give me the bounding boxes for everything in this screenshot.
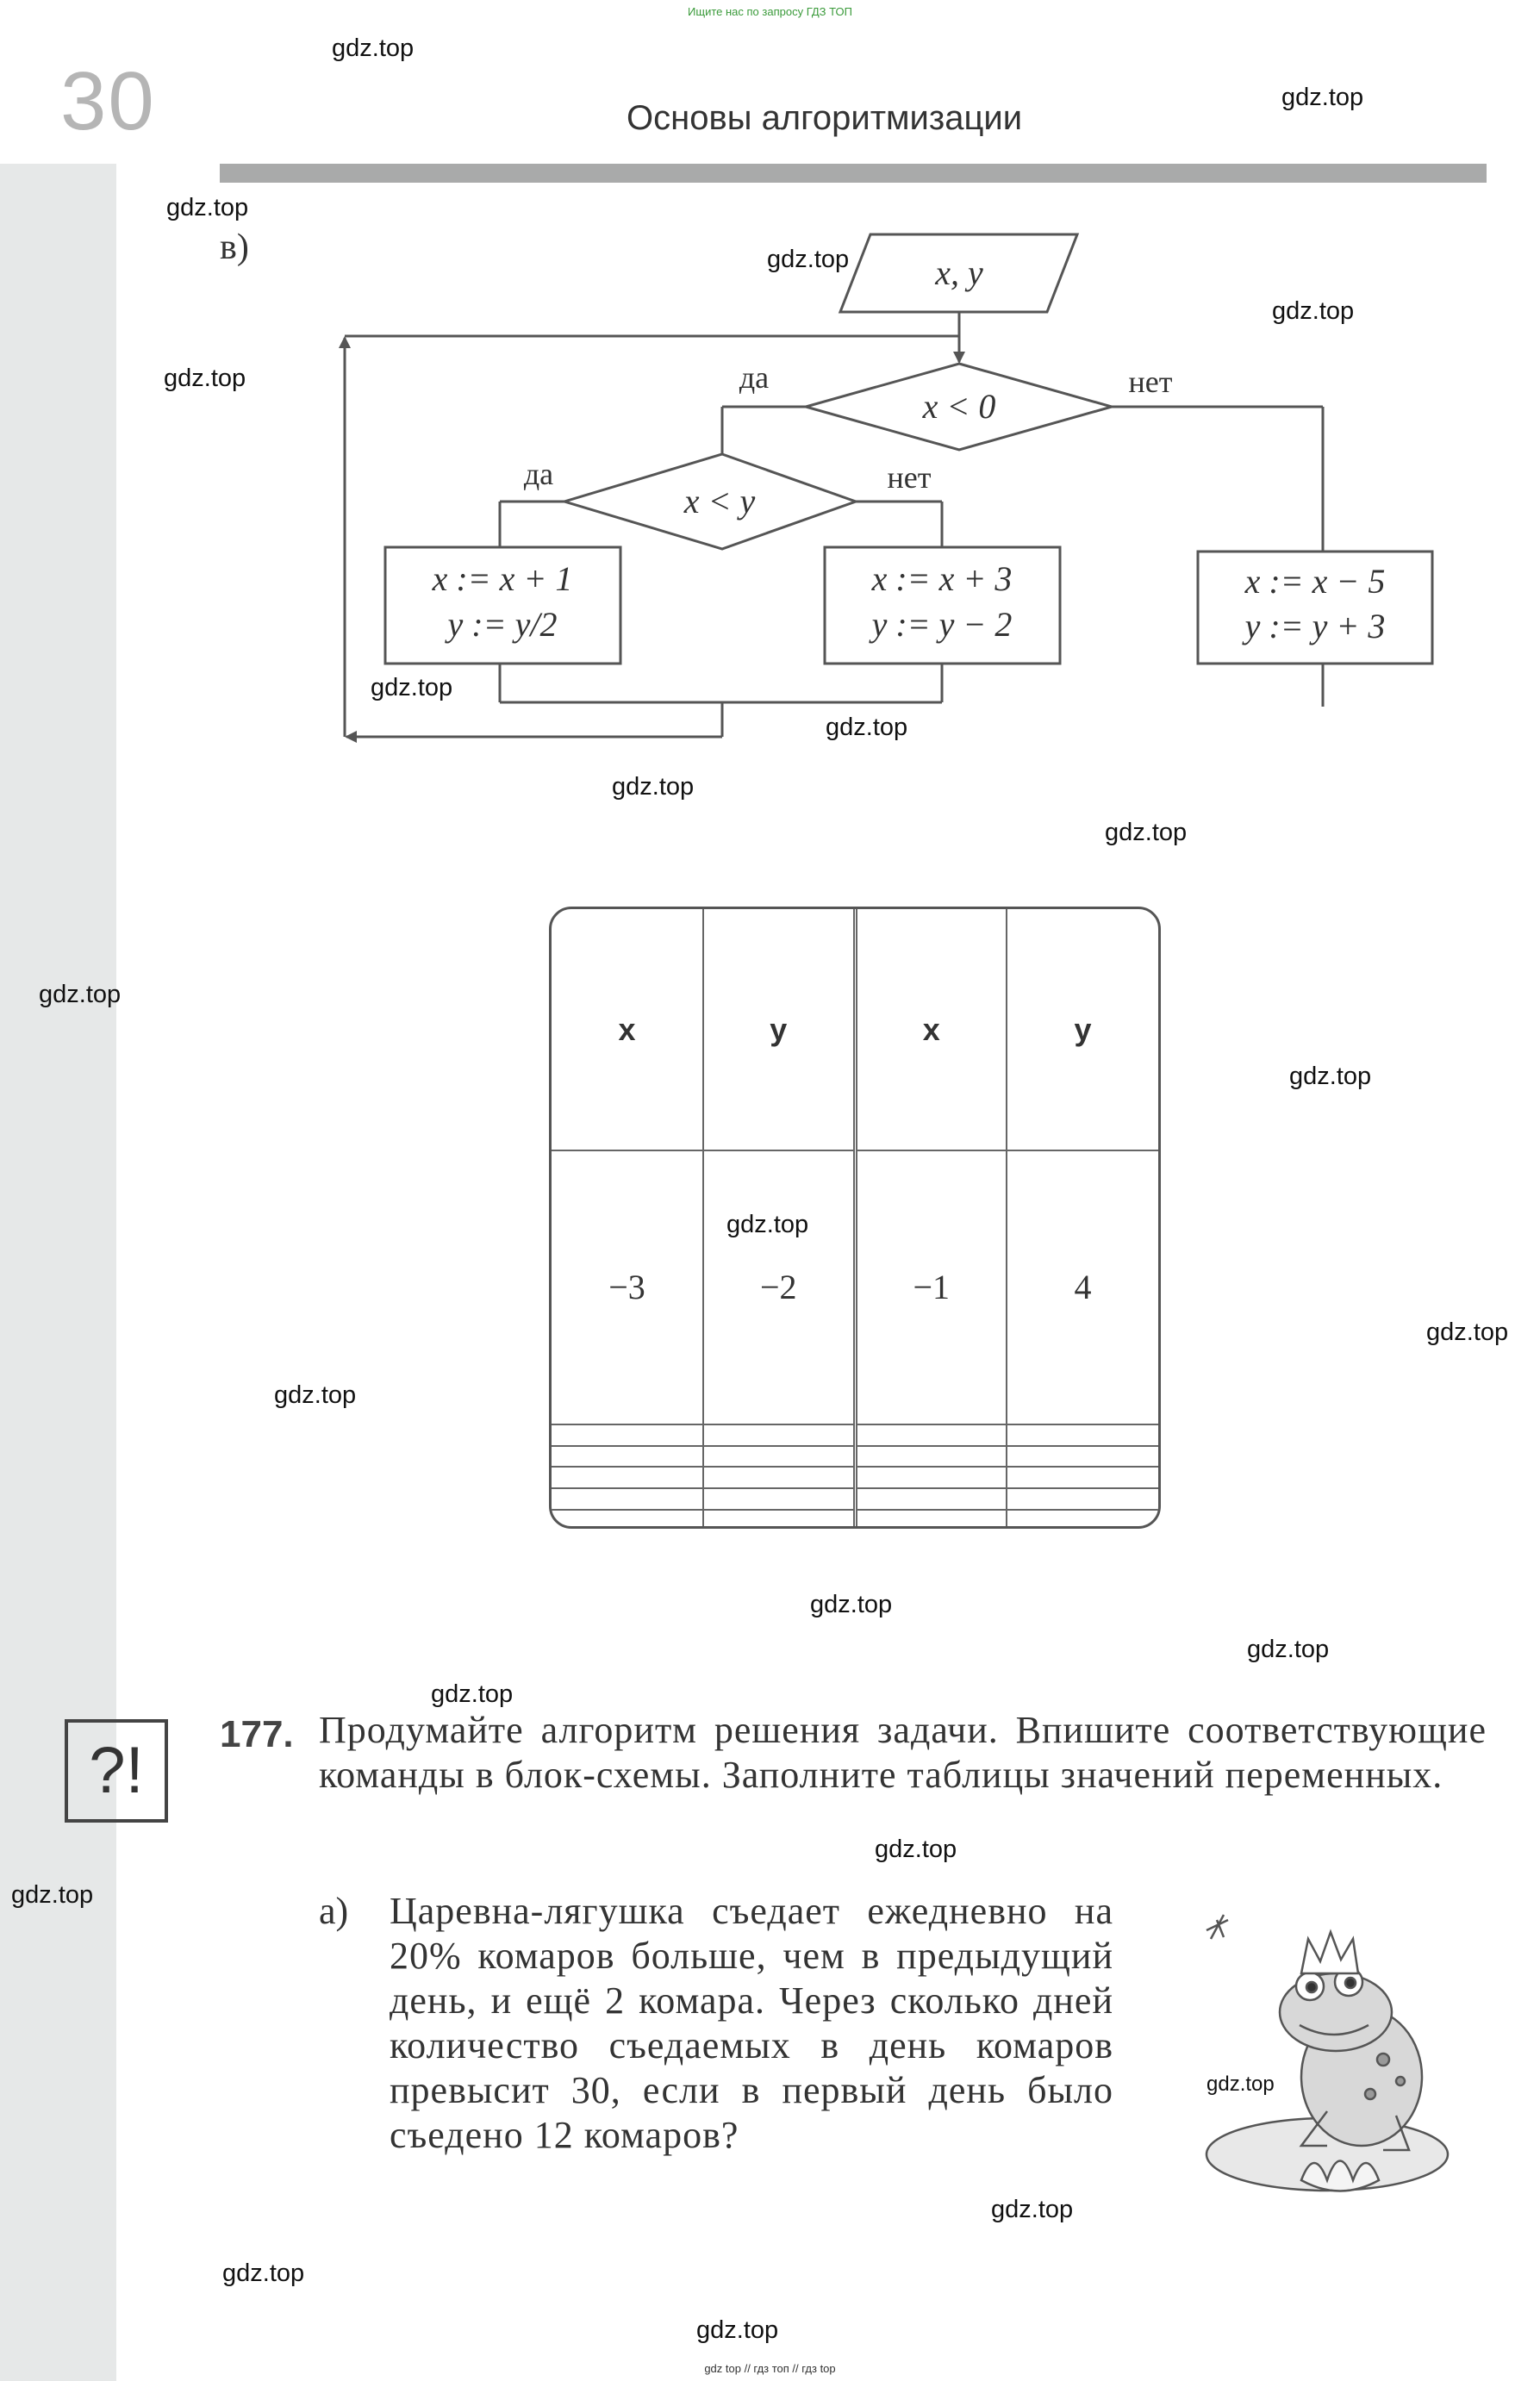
watermark: gdz.top	[222, 2259, 305, 2287]
io-block-label: x, y	[935, 253, 983, 292]
mosquito-icon	[1206, 1915, 1228, 1939]
table-cell[interactable]	[1007, 1446, 1158, 1468]
watermark: gdz.top	[1289, 1063, 1372, 1090]
subtask-label: а)	[319, 1890, 349, 1932]
watermark: gdz.top	[612, 773, 695, 801]
table-cell[interactable]	[1007, 1424, 1158, 1446]
table-row	[552, 1424, 1158, 1446]
task-number: 177.	[220, 1713, 294, 1755]
table-row	[552, 1510, 1158, 1526]
watermark: gdz.top	[39, 981, 122, 1008]
table-cell[interactable]	[703, 1488, 855, 1510]
table-cell[interactable]	[703, 1467, 855, 1488]
table-row	[552, 1446, 1158, 1468]
yes-label-outer: да	[739, 360, 770, 395]
table-cell[interactable]	[552, 1446, 703, 1468]
table-header: y	[1007, 909, 1158, 1150]
think-icon: ?!	[65, 1719, 168, 1823]
page-title: Основы алгоритмизации	[627, 99, 1023, 137]
table-cell: −2	[703, 1150, 855, 1424]
table-row	[552, 1467, 1158, 1488]
table-cell[interactable]	[1007, 1488, 1158, 1510]
table-header: y	[703, 909, 855, 1150]
watermark: gdz.top	[166, 194, 249, 221]
table-cell[interactable]	[855, 1488, 1007, 1510]
table-cell: −1	[855, 1150, 1007, 1424]
table-header: x	[855, 909, 1007, 1150]
watermark: gdz.top	[1272, 297, 1355, 325]
table-cell[interactable]	[1007, 1467, 1158, 1488]
watermark: gdz.top	[767, 246, 850, 273]
watermark: gdz.top	[726, 1211, 809, 1238]
table-cell: −3	[552, 1150, 703, 1424]
water-lily-icon	[1301, 2161, 1379, 2191]
box-left-line-1: x := x + 1	[432, 559, 573, 598]
table-cell[interactable]	[552, 1510, 703, 1526]
box-middle-line-1: x := x + 3	[871, 559, 1013, 598]
watermark: gdz.top	[1105, 819, 1188, 846]
watermark: gdz.top	[1247, 1636, 1330, 1663]
watermark: gdz.top	[371, 674, 453, 701]
page-number: 30	[60, 55, 156, 147]
watermark: gdz.top	[1281, 84, 1364, 111]
table-cell[interactable]	[855, 1424, 1007, 1446]
subproblem-label: в)	[220, 228, 249, 267]
decision-inner-label: x < y	[683, 482, 756, 520]
watermark: gdz.top	[875, 1836, 957, 1863]
yes-label-inner: да	[523, 457, 554, 491]
no-label-outer: нет	[1128, 365, 1173, 399]
table-cell[interactable]	[855, 1467, 1007, 1488]
watermark: gdz.top	[431, 1680, 514, 1708]
watermark: gdz.top	[11, 1881, 94, 1909]
crown-icon	[1301, 1932, 1358, 1973]
watermark: gdz.top	[164, 365, 246, 392]
watermark: gdz.top	[696, 2316, 779, 2344]
table-cell[interactable]	[703, 1510, 855, 1526]
watermark: gdz.top	[274, 1381, 357, 1409]
no-label-inner: нет	[887, 460, 932, 495]
table-cell[interactable]	[703, 1446, 855, 1468]
box-right-line-1: x := x − 5	[1244, 562, 1386, 601]
watermark: gdz.top	[1206, 2072, 1275, 2096]
watermark: gdz.top	[826, 714, 908, 741]
watermark: gdz.top	[991, 2196, 1074, 2223]
frog-princess-illustration	[1198, 1896, 1491, 2215]
table-cell[interactable]	[855, 1446, 1007, 1468]
table-row	[552, 1150, 1158, 1424]
table-cell[interactable]	[552, 1467, 703, 1488]
watermark: gdz.top	[810, 1591, 893, 1618]
table-header-row	[552, 909, 1158, 1150]
box-left-line-2: y := y/2	[447, 605, 558, 644]
value-table	[549, 907, 1161, 1529]
table-row	[552, 1488, 1158, 1510]
table-cell: 4	[1007, 1150, 1158, 1424]
table-header: x	[552, 909, 703, 1150]
box-middle-line-2: y := y − 2	[871, 605, 1013, 644]
table-cell[interactable]	[855, 1510, 1007, 1526]
table-cell[interactable]	[1007, 1510, 1158, 1526]
watermark: gdz.top	[332, 34, 415, 62]
task-text: Продумайте алгоритм решения задачи. Впишите соответствующие команды в блок-схемы. Заполните таблицы значений переменных.	[319, 1709, 1487, 1796]
table-cell[interactable]	[703, 1424, 855, 1446]
watermark: gdz.top	[1426, 1318, 1509, 1346]
decision-outer-label: x < 0	[922, 387, 996, 426]
table-cell[interactable]	[552, 1424, 703, 1446]
box-right-line-2: y := y + 3	[1244, 607, 1386, 645]
bottom-note: gdz top // гдз топ // гдз top	[704, 2362, 836, 2375]
top-note: Ищите нас по запросу ГДЗ ТОП	[688, 5, 852, 18]
subtask-text: Царевна-лягушка съедает ежедневно на 20% комаров больше, чем в предыдущий день, и ещё 2 комара. Через сколько дней количество съедаемых в день комаров превысит 30, если в первый день было съедено 12 комаров?	[390, 1890, 1113, 2156]
table-cell[interactable]	[552, 1488, 703, 1510]
